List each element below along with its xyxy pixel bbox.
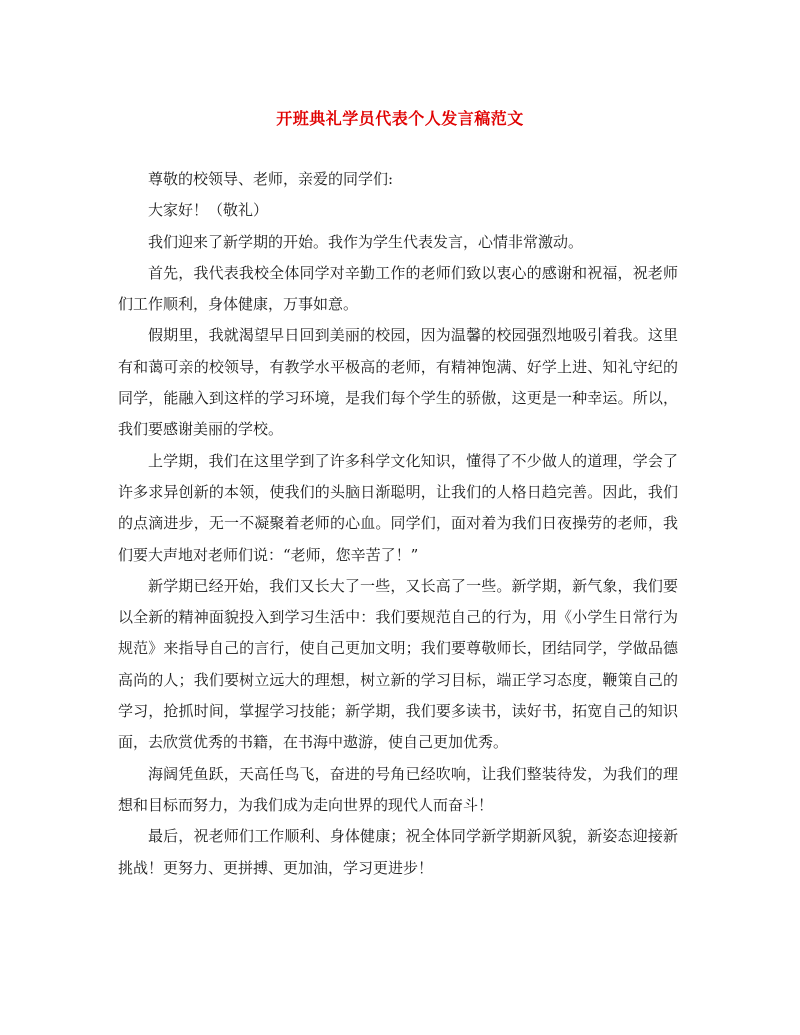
motivation-paragraph: 海阔凭鱼跃，天高任鸟飞，奋进的号角已经吹响，让我们整装待发，为我们的理想和目标而努力，为我们成为走向世界的现代人而奋斗！ [118,764,678,814]
last-semester-paragraph: 上学期，我们在这里学到了许多科学文化知识，懂得了不少做人的道理，学会了许多求异创新的本领，使我们的头脑日渐聪明，让我们的人格日趋完善。因此，我们的点滴进步，无一不凝聚着老师的心血。同学们，面对着为我们日夜操劳的老师，我们要大声地对老师们说：“老师，您辛苦了！” [118,451,678,564]
page-title: 开班典礼学员代表个人发言稿范文 [276,109,524,128]
greeting-paragraph: 大家好！（敬礼） [148,201,269,220]
salutation-paragraph: 尊敬的校领导、老师，亲爱的同学们: [148,170,394,188]
campus-paragraph: 假期里，我就渴望早日回到美丽的校园，因为温馨的校园强烈地吸引着我。这里有和蔼可亲的校领导，有教学水平极高的老师，有精神饱满、好学上进、知礼守纪的同学，能融入到这样的学习环境，是我们每个学生的骄傲，这更是一种幸运。所以，我们要感谢美丽的学校。 [118,326,678,439]
opening-paragraph: 我们迎来了新学期的开始。我作为学生代表发言，心情非常激动。 [148,232,584,251]
new-semester-paragraph: 新学期已经开始，我们又长大了一些，又长高了一些。新学期，新气象，我们要以全新的精神面貌投入到学习生活中：我们要规范自己的行为，用《小学生日常行为规范》来指导自己的言行，使自己更加文明；我们要尊敬师长，团结同学，学做品德高尚的人；我们要树立远大的理想，树立新的学习目标，端正学习态度，鞭策自己的学习，抢抓时间，掌握学习技能；新学期，我们要多读书，读好书，拓宽自己的知识面，去欣赏优秀的书籍，在书海中遨游，使自己更加优秀。 [118,576,678,752]
document-body [118,164,678,884]
closing-paragraph: 最后，祝老师们工作顺利、身体健康；祝全体同学新学期新风貌，新姿态迎接新挑战！更努力、更拼搏、更加油，学习更进步！ [118,827,678,877]
thanks-paragraph: 首先，我代表我校全体同学对辛勤工作的老师们致以衷心的感谢和祝福，祝老师们工作顺利，身体健康，万事如意。 [118,263,678,314]
